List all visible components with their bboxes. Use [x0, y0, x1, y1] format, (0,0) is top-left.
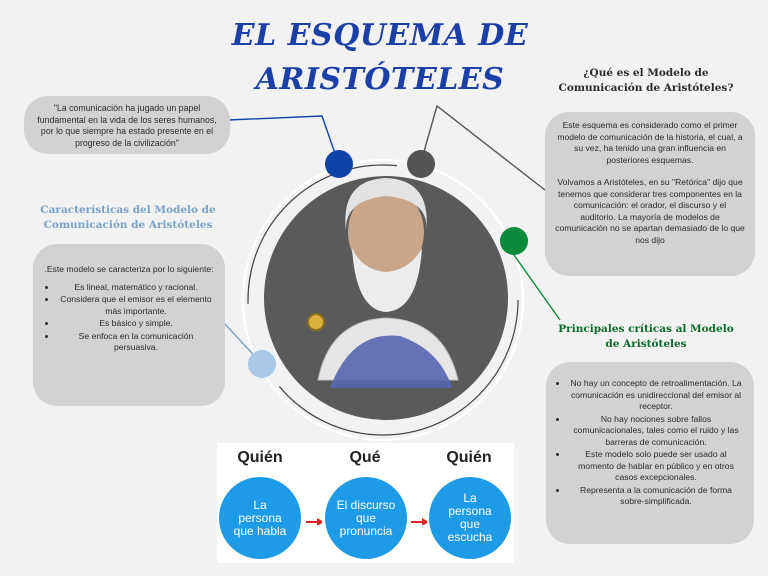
- diagram-head-mensaje: Qué: [349, 449, 381, 466]
- criticas-list: [554, 378, 744, 508]
- diagram-head-receptor: Quién: [446, 449, 492, 466]
- quote-text: "La comunicación ha jugado un papel fundamental en la vida de los seres humanos, por lo que siempre ha estado presente en el progreso de la civilización": [37, 103, 217, 148]
- caracteristicas-heading: Características del Modelo de Comunicación de Aristóteles: [40, 204, 216, 231]
- caracteristicas-bubble: [33, 244, 225, 406]
- que-es-paragraph1: Este esquema es considerado como el primer modelo de comunicación de la historia, el cual, a su vez, ha tenido una gran influencia en posteriores esquemas.: [557, 120, 743, 165]
- gray-dot-icon: [407, 150, 435, 178]
- line-quote-to-blue-dot: [228, 116, 338, 162]
- caracteristicas-item: • Se enfoca en la comunicación persuasiva.: [57, 331, 215, 354]
- caracteristicas-list: [43, 282, 215, 354]
- arrow-right-icon: [306, 517, 322, 525]
- diagram-circle-mensaje: [325, 477, 407, 559]
- diagram-circle-receptor: [429, 477, 511, 559]
- que-es-bubble: [545, 112, 755, 276]
- page-title-line2: ARISTÓTELES: [255, 62, 505, 97]
- criticas-item: • No hay un concepto de retroalimentación. La comunicación es unidireccional del emisor al receptor.: [568, 378, 744, 413]
- diagram-circle-emisor: [219, 477, 301, 559]
- criticas-heading: Principales críticas al Modelo de Aristóteles: [558, 323, 734, 350]
- diagram-head-emisor: Quién: [237, 449, 283, 466]
- quote-bubble: [24, 96, 230, 154]
- criticas-item: • Este modelo solo puede ser usado al momento de hablar en público y en otros casos excepcionales.: [568, 449, 744, 484]
- page-title-line1: EL ESQUEMA DE: [231, 18, 529, 53]
- criticas-bubble: [546, 362, 754, 544]
- page-title: [200, 14, 560, 102]
- arrow-right-icon: [411, 517, 427, 525]
- caracteristicas-intro: .Este modelo se caracteriza por lo siguiente:: [44, 264, 214, 274]
- green-dot-icon: [500, 227, 528, 255]
- diagram-circle-receptor-text: La persona que escucha: [447, 491, 493, 544]
- diagram-circle-emisor-text: La persona que habla: [233, 497, 287, 538]
- blue-dot-icon: [325, 150, 353, 178]
- lightblue-dot-icon: [248, 350, 276, 378]
- caracteristicas-item: • Es básico y simple.: [57, 318, 215, 330]
- criticas-item: • Representa a la comunicación de forma sobre-simplificada.: [568, 485, 744, 508]
- line-gray-dot-to-que-es: [421, 106, 545, 190]
- que-es-paragraph2: Volvamos a Aristóteles, en su "Retórica" dijo que tenemos que considerar tres componentes en la comunicación: el orador, el discurso y el auditorio. La mayoría de modelos de comunicación no se apartan demasiado de lo que nos dijo: [555, 177, 745, 245]
- caracteristicas-item: • Considera que el emisor es el elemento más importante.: [57, 294, 215, 317]
- criticas-item: • No hay nociones sobre fallos comunicacionales, tales como el ruido y las barreras de comunicación.: [568, 414, 744, 449]
- que-es-heading: ¿Qué es el Modelo de Comunicación de Aristóteles?: [558, 67, 734, 94]
- diagram-circle-mensaje-text: El discurso que pronuncia: [336, 497, 396, 538]
- caracteristicas-item: • Es lineal, matemático y racional.: [57, 282, 215, 294]
- communication-diagram: [217, 443, 514, 563]
